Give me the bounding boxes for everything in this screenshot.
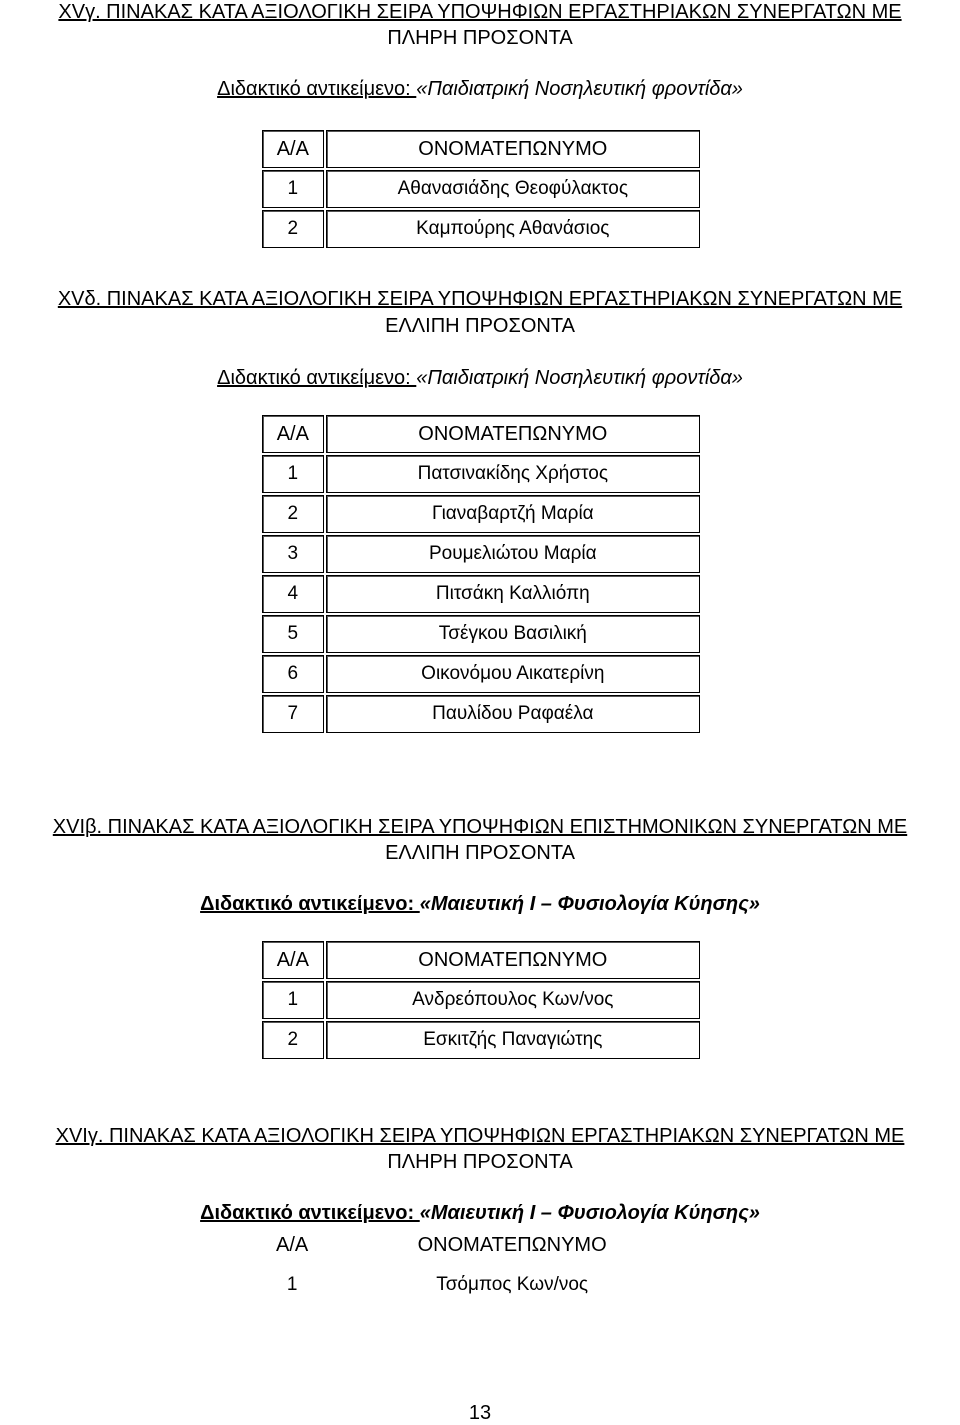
table-header-row xyxy=(262,415,700,453)
row-name: Καμπούρης Αθανάσιος xyxy=(326,210,700,248)
subject-line xyxy=(0,1201,960,1225)
row-number: 2 xyxy=(262,495,324,533)
row-name: Ρουμελιώτου Μαρία xyxy=(326,535,700,573)
table-row xyxy=(262,695,700,733)
table-row xyxy=(262,575,700,613)
row-name: Γιαναβαρτζή Μαρία xyxy=(326,495,700,533)
table-header-row xyxy=(262,941,700,979)
table-header-row xyxy=(262,1225,700,1265)
subject-label: Διδακτικό αντικείμενο: xyxy=(200,893,420,915)
section-heading-line2: ΠΛΗΡΗ ΠΡΟΣΟΝΤΑ xyxy=(387,1151,573,1173)
row-number: 4 xyxy=(262,575,324,613)
row-number: 2 xyxy=(262,1021,324,1059)
row-number: 2 xyxy=(262,210,324,248)
col-header-aa: Α/Α xyxy=(262,130,324,168)
table-row xyxy=(262,210,700,248)
table-row xyxy=(262,615,700,653)
subject-line xyxy=(0,366,960,390)
row-number: 6 xyxy=(262,655,324,693)
candidates-table xyxy=(260,1223,702,1305)
row-name: Αθανασιάδης Θεοφύλακτος xyxy=(326,170,700,208)
row-name: Πιτσάκη Καλλιόπη xyxy=(326,575,700,613)
row-name: Τσέγκου Βασιλική xyxy=(326,615,700,653)
row-number: 1 xyxy=(262,981,324,1019)
section-heading-line2: ΠΛΗΡΗ ΠΡΟΣΟΝΤΑ xyxy=(387,27,573,49)
col-header-aa: Α/Α xyxy=(276,1233,309,1256)
subject-value: «Μαιευτική Ι – Φυσιολογία Κύησης» xyxy=(419,893,760,915)
section-heading-line1: XVIβ. ΠΙΝΑΚΑΣ ΚΑΤΑ ΑΞΙΟΛΟΓΙΚΗ ΣΕΙΡΑ ΥΠΟΨΗΦΙΩΝ ΕΠΙΣΤΗΜΟΝΙΚΩΝ ΣΥΝΕΡΓΑΤΩΝ ΜΕ xyxy=(52,816,908,838)
table-row xyxy=(262,1267,700,1303)
row-name: Ανδρεόπουλος Κων/νος xyxy=(326,981,700,1019)
section-heading-line2: ΕΛΛΙΠΗ ΠΡΟΣΟΝΤΑ xyxy=(385,315,575,337)
row-number: 1 xyxy=(262,455,324,493)
subject-value: «Μαιευτική Ι – Φυσιολογία Κύησης» xyxy=(419,1202,760,1224)
table-row xyxy=(262,981,700,1019)
table-row xyxy=(262,535,700,573)
row-name: Παυλίδου Ραφαέλα xyxy=(326,695,700,733)
page-number: 13 xyxy=(468,1402,492,1424)
row-name: Εσκιτζής Παναγιώτης xyxy=(326,1021,700,1059)
row-name: Οικονόμου Αικατερίνη xyxy=(326,655,700,693)
subject-value: «Παιδιατρική Νοσηλευτική φροντίδα» xyxy=(416,367,743,389)
section-heading-line1: XVIγ. ΠΙΝΑΚΑΣ ΚΑΤΑ ΑΞΙΟΛΟΓΙΚΗ ΣΕΙΡΑ ΥΠΟΨΗΦΙΩΝ ΕΡΓΑΣΤΗΡΙΑΚΩΝ ΣΥΝΕΡΓΑΤΩΝ ΜΕ xyxy=(55,1125,905,1147)
row-number: 1 xyxy=(262,170,324,208)
col-header-name: ΟΝΟΜΑΤΕΠΩΝΥΜΟ xyxy=(417,1233,607,1256)
row-number: 3 xyxy=(262,535,324,573)
subject-line xyxy=(0,77,960,101)
section-heading-line1: XVδ. ΠΙΝΑΚΑΣ ΚΑΤΑ ΑΞΙΟΛΟΓΙΚΗ ΣΕΙΡΑ ΥΠΟΨΗΦΙΩΝ ΕΡΓΑΣΤΗΡΙΑΚΩΝ ΣΥΝΕΡΓΑΤΩΝ ΜΕ xyxy=(57,288,903,310)
section-heading-line2: ΕΛΛΙΠΗ ΠΡΟΣΟΝΤΑ xyxy=(385,842,575,864)
col-header-name: ΟΝΟΜΑΤΕΠΩΝΥΜΟ xyxy=(326,130,700,168)
table-header-row xyxy=(262,130,700,168)
row-number: 7 xyxy=(262,695,324,733)
row-name: Πατσινακίδης Χρήστος xyxy=(326,455,700,493)
col-header-aa: Α/Α xyxy=(262,941,324,979)
table-row xyxy=(262,495,700,533)
table-row xyxy=(262,655,700,693)
candidates-table xyxy=(260,413,702,735)
subject-label: Διδακτικό αντικείμενο: xyxy=(217,78,417,100)
subject-value: «Παιδιατρική Νοσηλευτική φροντίδα» xyxy=(416,78,743,100)
row-number: 5 xyxy=(262,615,324,653)
subject-line xyxy=(0,892,960,916)
candidates-table xyxy=(260,939,702,1061)
table-row xyxy=(262,170,700,208)
col-header-name: ΟΝΟΜΑΤΕΠΩΝΥΜΟ xyxy=(326,415,700,453)
col-header-name: ΟΝΟΜΑΤΕΠΩΝΥΜΟ xyxy=(326,941,700,979)
subject-label: Διδακτικό αντικείμενο: xyxy=(200,1202,420,1224)
table-row xyxy=(262,1021,700,1059)
subject-label: Διδακτικό αντικείμενο: xyxy=(217,367,417,389)
section-heading-line1: XVγ. ΠΙΝΑΚΑΣ ΚΑΤΑ ΑΞΙΟΛΟΓΙΚΗ ΣΕΙΡΑ ΥΠΟΨΗΦΙΩΝ ΕΡΓΑΣΤΗΡΙΑΚΩΝ ΣΥΝΕΡΓΑΤΩΝ ΜΕ xyxy=(58,1,902,23)
row-number: 1 xyxy=(286,1274,298,1295)
col-header-aa: Α/Α xyxy=(262,415,324,453)
row-name: Τσόμπος Κων/νος xyxy=(436,1274,589,1295)
table-row xyxy=(262,455,700,493)
candidates-table xyxy=(260,128,702,250)
